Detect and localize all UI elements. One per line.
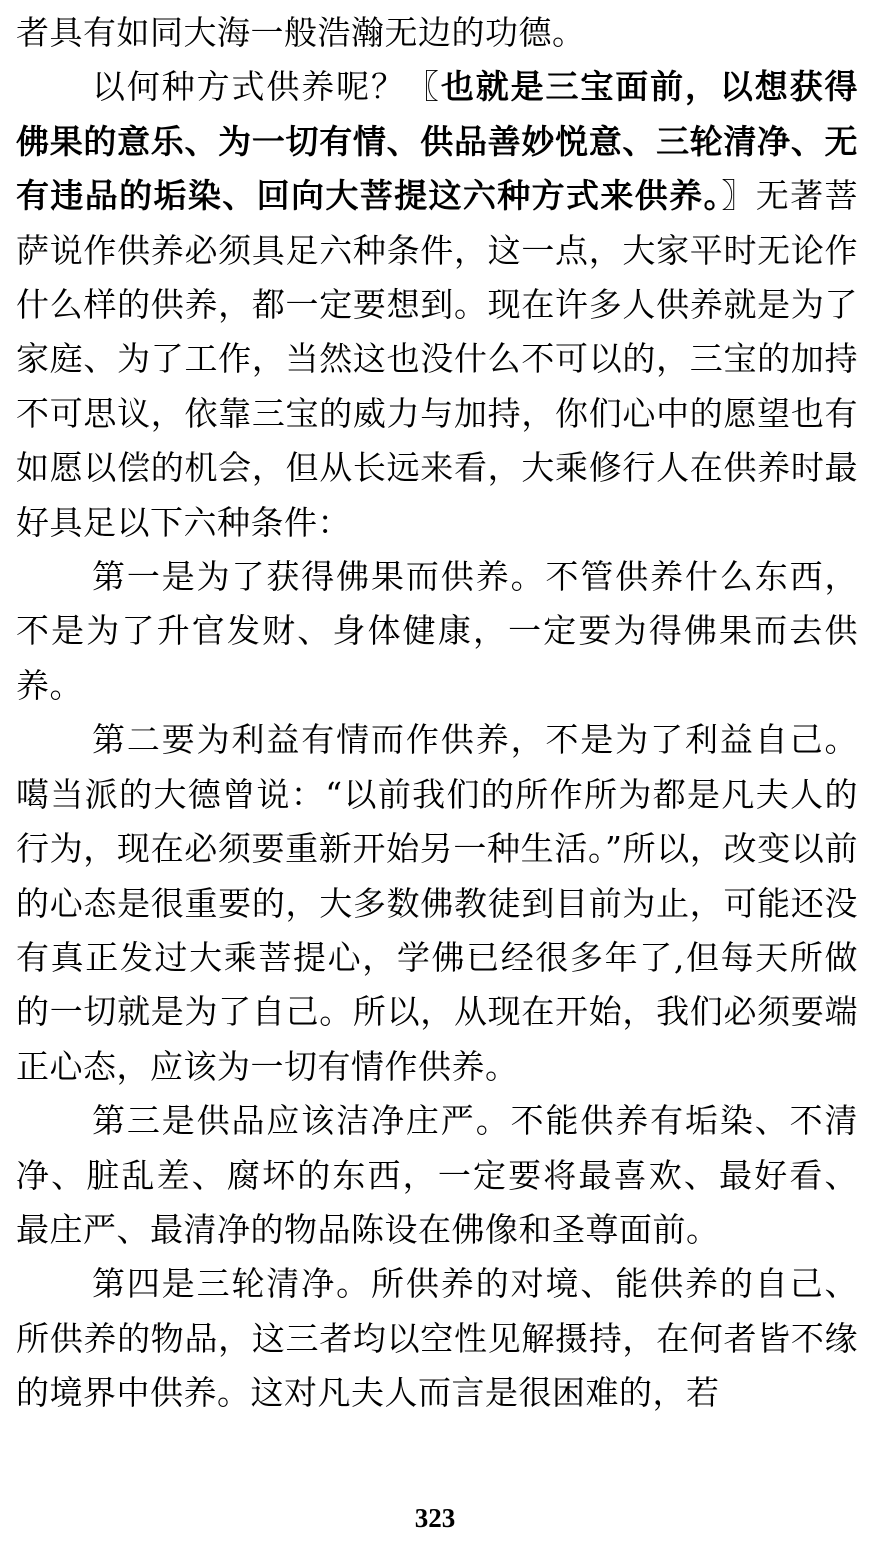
paragraph-run: 以何种方式供养呢？〖	[92, 67, 441, 107]
page-body-text	[16, 6, 858, 1421]
page-number: 323	[414, 1503, 456, 1533]
paragraph-second-condition: 第二要为利益有情而作供养，不是为了利益自己。噶当派的大德曾说：“以前我们的所作所为都是凡夫人的行为，现在必须要重新开始另一种生活。”所以，改变以前的心态是很重要的，大多数佛教徒到目前为止，可能还没有真正发过大乘菩提心，学佛已经很多年了,但每天所做的一切就是为了自己。所以，从现在开始，我们必须要端正心态，应该为一切有情作供养。	[16, 720, 858, 1086]
bold-quoted-passage: 也就是三宝面前，以想获得佛果的意乐、为一切有情、供品善妙悦意、三轮清净、无有违品的垢染、回向大菩提这六种方式来供养。	[16, 67, 859, 216]
paragraph-offering-methods	[16, 60, 858, 550]
paragraph-run: 〗无著菩萨说作供养必须具足六种条件，这一点，大家平时无论作什么样的供养，都一定要想到。现在许多人供养就是为了家庭、为了工作，当然这也没什么不可以的，三宝的加持不可思议，依靠三宝的威力与加持，你们心中的愿望也有如愿以偿的机会，但从长远来看，大乘修行人在供养时最好具足以下六种条件：	[16, 176, 858, 542]
paragraph-continuation: 者具有如同大海一般浩瀚无边的功德。	[16, 13, 586, 52]
paragraph-first-condition: 第一是为了获得佛果而供养。不管供养什么东西，不是为了升官发财、身体健康，一定要为得佛果而去供养。	[16, 557, 858, 705]
paragraph-third-condition: 第三是供品应该洁净庄严。不能供养有垢染、不清净、脏乱差、腐坏的东西，一定要将最喜欢、最好看、 最庄严、最清净的物品陈设在佛像和圣尊面前。	[16, 1101, 858, 1249]
paragraph-fourth-condition: 第四是三轮清净。所供养的对境、能供养的自己、所供养的物品，这三者均以空性见解摄持，在何者皆不缘的境界中供养。这对凡夫人而言是很困难的，若	[16, 1264, 858, 1413]
